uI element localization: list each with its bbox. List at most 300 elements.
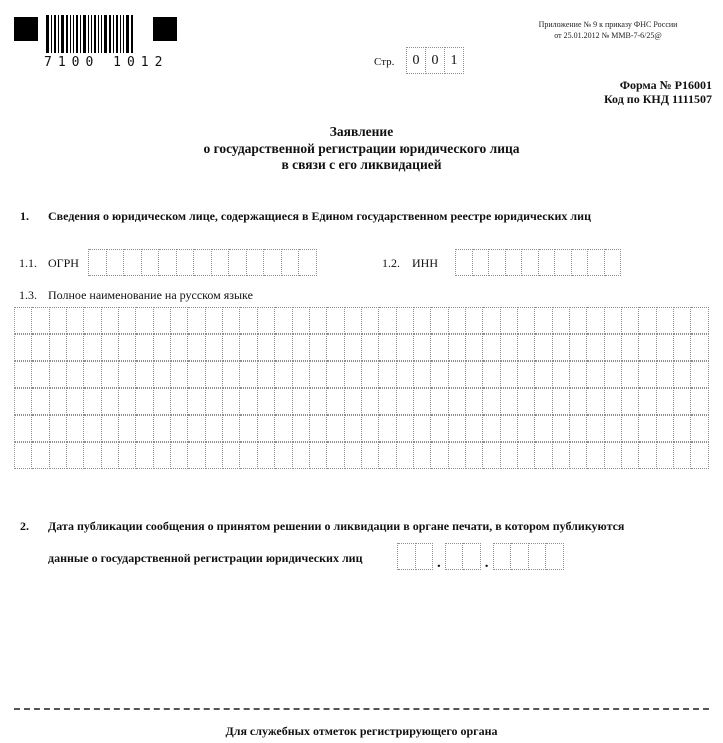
input-cell[interactable] — [587, 415, 604, 442]
input-cell[interactable] — [345, 415, 362, 442]
input-cell[interactable] — [327, 388, 344, 415]
input-cell[interactable] — [345, 361, 362, 388]
input-cell[interactable] — [570, 361, 587, 388]
input-cell[interactable] — [501, 334, 518, 361]
input-cell[interactable] — [431, 334, 448, 361]
input-cell[interactable] — [431, 388, 448, 415]
input-cell[interactable] — [414, 361, 431, 388]
input-cell[interactable] — [136, 442, 153, 469]
input-cell[interactable] — [240, 388, 257, 415]
input-cell[interactable] — [67, 307, 84, 334]
input-cell[interactable] — [188, 388, 205, 415]
input-cell[interactable] — [622, 334, 639, 361]
input-cell[interactable] — [293, 415, 310, 442]
input-cell[interactable] — [240, 334, 257, 361]
input-cell[interactable] — [229, 249, 247, 276]
input-cell[interactable] — [587, 361, 604, 388]
input-cell[interactable] — [154, 442, 171, 469]
name-grid-row — [14, 388, 709, 415]
input-cell[interactable] — [102, 388, 119, 415]
title-line1: Заявление — [329, 124, 394, 139]
input-cell[interactable] — [102, 415, 119, 442]
input-cell[interactable] — [657, 388, 674, 415]
input-cell[interactable] — [379, 388, 396, 415]
input-cell[interactable] — [188, 361, 205, 388]
input-cell[interactable] — [119, 442, 136, 469]
input-cell[interactable] — [206, 415, 223, 442]
input-cell[interactable] — [529, 543, 547, 570]
input-cell[interactable] — [639, 442, 656, 469]
input-cell[interactable] — [362, 388, 379, 415]
input-cell[interactable] — [587, 334, 604, 361]
input-cell[interactable] — [518, 361, 535, 388]
input-cell[interactable] — [535, 415, 552, 442]
input-cell[interactable] — [362, 361, 379, 388]
input-cell[interactable] — [674, 334, 691, 361]
input-cell[interactable] — [466, 415, 483, 442]
input-cell[interactable] — [379, 307, 396, 334]
input-cell[interactable] — [605, 307, 622, 334]
input-cell[interactable] — [293, 361, 310, 388]
input-cell[interactable] — [345, 307, 362, 334]
input-cell[interactable] — [32, 442, 49, 469]
input-cell[interactable] — [223, 442, 240, 469]
input-cell[interactable] — [119, 415, 136, 442]
input-cell[interactable] — [171, 361, 188, 388]
input-cell[interactable] — [171, 307, 188, 334]
input-cell[interactable] — [449, 307, 466, 334]
appendix-line2: от 25.01.2012 № ММВ-7-6/25@ — [554, 31, 662, 40]
date-separator: . — [484, 555, 489, 571]
input-cell[interactable] — [570, 307, 587, 334]
input-cell[interactable] — [483, 307, 500, 334]
input-cell[interactable] — [188, 307, 205, 334]
input-cell[interactable] — [102, 307, 119, 334]
input-cell[interactable] — [327, 442, 344, 469]
input-cell[interactable] — [639, 307, 656, 334]
input-cell[interactable]: 0 — [426, 47, 445, 74]
input-cell[interactable] — [310, 388, 327, 415]
input-cell[interactable] — [570, 388, 587, 415]
input-cell[interactable] — [293, 442, 310, 469]
input-cell[interactable] — [587, 388, 604, 415]
input-cell[interactable] — [50, 442, 67, 469]
input-cell[interactable] — [501, 307, 518, 334]
input-cell[interactable] — [674, 388, 691, 415]
input-cell[interactable] — [449, 388, 466, 415]
input-cell[interactable] — [605, 442, 622, 469]
input-cell[interactable] — [84, 361, 101, 388]
input-cell[interactable] — [431, 361, 448, 388]
input-cell[interactable] — [414, 442, 431, 469]
input-cell[interactable] — [466, 361, 483, 388]
input-cell[interactable] — [310, 307, 327, 334]
input-cell[interactable] — [310, 415, 327, 442]
input-cell[interactable] — [84, 334, 101, 361]
input-cell[interactable] — [15, 388, 32, 415]
input-cell[interactable] — [691, 442, 708, 469]
input-cell[interactable] — [223, 307, 240, 334]
input-cell[interactable] — [194, 249, 212, 276]
input-cell[interactable] — [258, 334, 275, 361]
input-cell[interactable]: 1 — [445, 47, 464, 74]
section1-heading: Сведения о юридическом лице, содержащиеся в Едином государственном реестре юридических лиц — [48, 209, 591, 223]
input-cell[interactable]: 0 — [407, 47, 426, 74]
input-cell[interactable] — [657, 361, 674, 388]
input-cell[interactable] — [206, 442, 223, 469]
input-cell[interactable] — [154, 361, 171, 388]
input-cell[interactable] — [362, 415, 379, 442]
input-cell[interactable] — [362, 442, 379, 469]
input-cell[interactable] — [327, 307, 344, 334]
input-cell[interactable] — [327, 415, 344, 442]
input-cell[interactable] — [293, 307, 310, 334]
input-cell[interactable] — [119, 388, 136, 415]
form-title — [0, 124, 723, 174]
input-cell[interactable] — [466, 388, 483, 415]
input-cell[interactable] — [310, 361, 327, 388]
input-cell[interactable] — [275, 388, 292, 415]
input-cell[interactable] — [446, 543, 464, 570]
input-cell[interactable] — [240, 415, 257, 442]
input-cell[interactable] — [414, 415, 431, 442]
form-number: Форма № Р16001 — [619, 78, 712, 92]
input-cell[interactable] — [67, 334, 84, 361]
input-cell[interactable] — [691, 415, 708, 442]
input-cell[interactable] — [240, 361, 257, 388]
input-cell[interactable] — [605, 361, 622, 388]
input-cell[interactable] — [223, 361, 240, 388]
input-cell[interactable] — [119, 334, 136, 361]
input-cell[interactable] — [570, 442, 587, 469]
input-cell[interactable] — [32, 307, 49, 334]
publication-date-field[interactable] — [397, 543, 564, 570]
input-cell[interactable] — [345, 442, 362, 469]
input-cell[interactable] — [691, 334, 708, 361]
input-cell[interactable] — [431, 307, 448, 334]
input-cell[interactable] — [15, 442, 32, 469]
input-cell[interactable] — [535, 307, 552, 334]
input-cell[interactable] — [258, 388, 275, 415]
input-cell[interactable] — [397, 442, 414, 469]
input-cell[interactable] — [84, 442, 101, 469]
input-cell[interactable] — [310, 334, 327, 361]
input-cell[interactable] — [379, 415, 396, 442]
input-cell[interactable] — [463, 543, 481, 570]
input-cell[interactable] — [501, 361, 518, 388]
input-cell[interactable] — [397, 361, 414, 388]
input-cell[interactable] — [449, 415, 466, 442]
input-cell[interactable] — [154, 415, 171, 442]
input-cell[interactable] — [188, 415, 205, 442]
input-cell[interactable] — [466, 307, 483, 334]
input-cell[interactable] — [414, 307, 431, 334]
input-cell[interactable] — [32, 415, 49, 442]
input-cell[interactable] — [15, 415, 32, 442]
input-cell[interactable] — [483, 334, 500, 361]
input-cell[interactable] — [657, 334, 674, 361]
inn-field[interactable] — [455, 249, 621, 276]
input-cell[interactable] — [431, 415, 448, 442]
input-cell[interactable] — [136, 307, 153, 334]
input-cell[interactable] — [397, 388, 414, 415]
input-cell[interactable] — [124, 249, 142, 276]
input-cell[interactable] — [522, 249, 539, 276]
input-cell[interactable] — [67, 415, 84, 442]
input-cell[interactable] — [293, 388, 310, 415]
input-cell[interactable] — [657, 442, 674, 469]
input-cell[interactable] — [171, 388, 188, 415]
input-cell[interactable] — [691, 388, 708, 415]
input-cell[interactable] — [449, 442, 466, 469]
input-cell[interactable] — [449, 334, 466, 361]
input-cell[interactable] — [154, 388, 171, 415]
input-cell[interactable] — [379, 334, 396, 361]
input-cell[interactable] — [177, 249, 195, 276]
input-cell[interactable] — [501, 442, 518, 469]
input-cell[interactable] — [119, 361, 136, 388]
input-cell[interactable] — [587, 307, 604, 334]
input-cell[interactable] — [518, 415, 535, 442]
input-cell[interactable] — [539, 249, 556, 276]
input-cell[interactable] — [240, 442, 257, 469]
input-cell[interactable] — [67, 388, 84, 415]
input-cell[interactable] — [102, 361, 119, 388]
input-cell[interactable] — [674, 442, 691, 469]
input-cell[interactable] — [32, 334, 49, 361]
input-cell[interactable] — [639, 388, 656, 415]
input-cell[interactable] — [136, 334, 153, 361]
input-cell[interactable] — [171, 334, 188, 361]
input-cell[interactable] — [188, 442, 205, 469]
input-cell[interactable] — [431, 442, 448, 469]
input-cell[interactable] — [570, 334, 587, 361]
input-cell[interactable] — [622, 361, 639, 388]
input-cell[interactable] — [345, 388, 362, 415]
input-cell[interactable] — [50, 334, 67, 361]
input-cell[interactable] — [136, 361, 153, 388]
input-cell[interactable] — [570, 415, 587, 442]
ogrn-label: ОГРН — [48, 256, 79, 270]
input-cell[interactable] — [506, 249, 523, 276]
input-cell[interactable] — [275, 334, 292, 361]
input-cell[interactable] — [501, 388, 518, 415]
input-cell[interactable] — [258, 361, 275, 388]
input-cell[interactable] — [102, 442, 119, 469]
input-cell[interactable] — [223, 334, 240, 361]
input-cell[interactable] — [293, 334, 310, 361]
input-cell[interactable] — [639, 415, 656, 442]
input-cell[interactable] — [674, 307, 691, 334]
input-cell[interactable] — [212, 249, 230, 276]
input-cell[interactable] — [50, 388, 67, 415]
input-cell[interactable] — [206, 307, 223, 334]
input-cell[interactable] — [299, 249, 317, 276]
input-cell[interactable] — [258, 442, 275, 469]
input-cell[interactable] — [240, 307, 257, 334]
input-cell[interactable] — [136, 415, 153, 442]
input-cell[interactable] — [15, 361, 32, 388]
input-cell[interactable] — [275, 361, 292, 388]
input-cell[interactable] — [362, 334, 379, 361]
input-cell[interactable] — [622, 388, 639, 415]
input-cell[interactable] — [605, 415, 622, 442]
input-cell[interactable] — [398, 543, 416, 570]
input-cell[interactable] — [553, 334, 570, 361]
input-cell[interactable] — [171, 415, 188, 442]
input-cell[interactable] — [84, 307, 101, 334]
input-cell[interactable] — [414, 388, 431, 415]
input-cell[interactable] — [489, 249, 506, 276]
input-cell[interactable] — [32, 361, 49, 388]
input-cell[interactable] — [154, 307, 171, 334]
input-cell[interactable] — [119, 307, 136, 334]
input-cell[interactable] — [456, 249, 473, 276]
barcode-digits: 7100 1012 — [44, 55, 169, 70]
input-cell[interactable] — [362, 307, 379, 334]
date-separator: . — [437, 555, 441, 571]
input-cell[interactable] — [142, 249, 160, 276]
input-cell[interactable] — [50, 307, 67, 334]
input-cell[interactable] — [282, 249, 300, 276]
input-cell[interactable] — [310, 442, 327, 469]
input-cell[interactable] — [588, 249, 605, 276]
input-cell[interactable] — [327, 361, 344, 388]
input-cell[interactable] — [397, 307, 414, 334]
full-name-grid[interactable] — [14, 307, 709, 469]
input-cell[interactable] — [84, 388, 101, 415]
input-cell[interactable] — [518, 442, 535, 469]
input-cell[interactable] — [466, 442, 483, 469]
barcode-corner-square-right — [153, 17, 177, 41]
input-cell[interactable] — [518, 388, 535, 415]
input-cell[interactable] — [535, 388, 552, 415]
input-cell[interactable] — [553, 388, 570, 415]
input-cell[interactable] — [483, 388, 500, 415]
input-cell[interactable] — [605, 334, 622, 361]
input-cell[interactable] — [605, 388, 622, 415]
input-cell[interactable] — [102, 334, 119, 361]
input-cell[interactable] — [275, 415, 292, 442]
input-cell[interactable] — [89, 249, 107, 276]
input-cell[interactable] — [379, 442, 396, 469]
input-cell[interactable] — [535, 334, 552, 361]
ogrn-field[interactable] — [88, 249, 317, 276]
input-cell[interactable] — [171, 442, 188, 469]
knd-code: Код по КНД 1111507 — [603, 92, 712, 106]
input-cell[interactable] — [639, 334, 656, 361]
input-cell[interactable] — [674, 361, 691, 388]
input-cell[interactable] — [535, 442, 552, 469]
input-cell[interactable] — [414, 334, 431, 361]
input-cell[interactable] — [657, 307, 674, 334]
input-cell[interactable] — [50, 415, 67, 442]
input-cell[interactable] — [345, 334, 362, 361]
input-cell[interactable] — [553, 442, 570, 469]
date-month-field[interactable] — [445, 543, 481, 570]
input-cell[interactable] — [264, 249, 282, 276]
input-cell[interactable] — [84, 415, 101, 442]
input-cell[interactable] — [275, 442, 292, 469]
full-name-label: Полное наименование на русском языке — [48, 288, 253, 302]
input-cell[interactable] — [15, 307, 32, 334]
input-cell[interactable] — [546, 543, 564, 570]
input-cell[interactable] — [15, 334, 32, 361]
input-cell[interactable] — [639, 361, 656, 388]
tear-line — [14, 708, 709, 710]
input-cell[interactable] — [483, 415, 500, 442]
input-cell[interactable] — [572, 249, 589, 276]
input-cell[interactable] — [416, 543, 434, 570]
date-year-field[interactable] — [493, 543, 564, 570]
input-cell[interactable] — [327, 334, 344, 361]
input-cell[interactable] — [494, 543, 512, 570]
input-cell[interactable] — [50, 361, 67, 388]
input-cell[interactable] — [247, 249, 265, 276]
input-cell[interactable] — [622, 307, 639, 334]
input-cell[interactable] — [518, 307, 535, 334]
input-cell[interactable] — [258, 307, 275, 334]
input-cell[interactable] — [535, 361, 552, 388]
input-cell[interactable] — [691, 307, 708, 334]
input-cell[interactable] — [107, 249, 125, 276]
input-cell[interactable] — [483, 361, 500, 388]
appendix-line1: Приложение № 9 к приказу ФНС России — [538, 20, 678, 29]
input-cell[interactable] — [67, 361, 84, 388]
input-cell[interactable] — [518, 334, 535, 361]
input-cell[interactable] — [553, 361, 570, 388]
input-cell[interactable] — [511, 543, 529, 570]
input-cell[interactable] — [605, 249, 622, 276]
name-grid-row — [14, 361, 709, 388]
input-cell[interactable] — [206, 361, 223, 388]
input-cell[interactable] — [397, 415, 414, 442]
input-cell[interactable] — [32, 388, 49, 415]
input-cell[interactable] — [553, 307, 570, 334]
input-cell[interactable] — [159, 249, 177, 276]
input-cell[interactable] — [188, 334, 205, 361]
input-cell[interactable] — [136, 388, 153, 415]
input-cell[interactable] — [691, 361, 708, 388]
input-cell[interactable] — [587, 442, 604, 469]
input-cell[interactable] — [223, 388, 240, 415]
input-cell[interactable] — [275, 307, 292, 334]
input-cell[interactable] — [674, 415, 691, 442]
input-cell[interactable] — [466, 334, 483, 361]
input-cell[interactable] — [622, 415, 639, 442]
input-cell[interactable] — [154, 334, 171, 361]
input-cell[interactable] — [379, 361, 396, 388]
name-grid-row — [14, 442, 709, 469]
input-cell[interactable] — [67, 442, 84, 469]
input-cell[interactable] — [206, 334, 223, 361]
input-cell[interactable] — [206, 388, 223, 415]
input-cell[interactable] — [555, 249, 572, 276]
input-cell[interactable] — [657, 415, 674, 442]
barcode-corner-square-left — [14, 17, 38, 41]
date-day-field[interactable] — [397, 543, 433, 570]
input-cell[interactable] — [397, 334, 414, 361]
input-cell[interactable] — [553, 415, 570, 442]
name-grid-row — [14, 415, 709, 442]
input-cell[interactable] — [449, 361, 466, 388]
input-cell[interactable] — [473, 249, 490, 276]
input-cell[interactable] — [483, 442, 500, 469]
input-cell[interactable] — [223, 415, 240, 442]
input-cell[interactable] — [622, 442, 639, 469]
input-cell[interactable] — [501, 415, 518, 442]
input-cell[interactable] — [258, 415, 275, 442]
